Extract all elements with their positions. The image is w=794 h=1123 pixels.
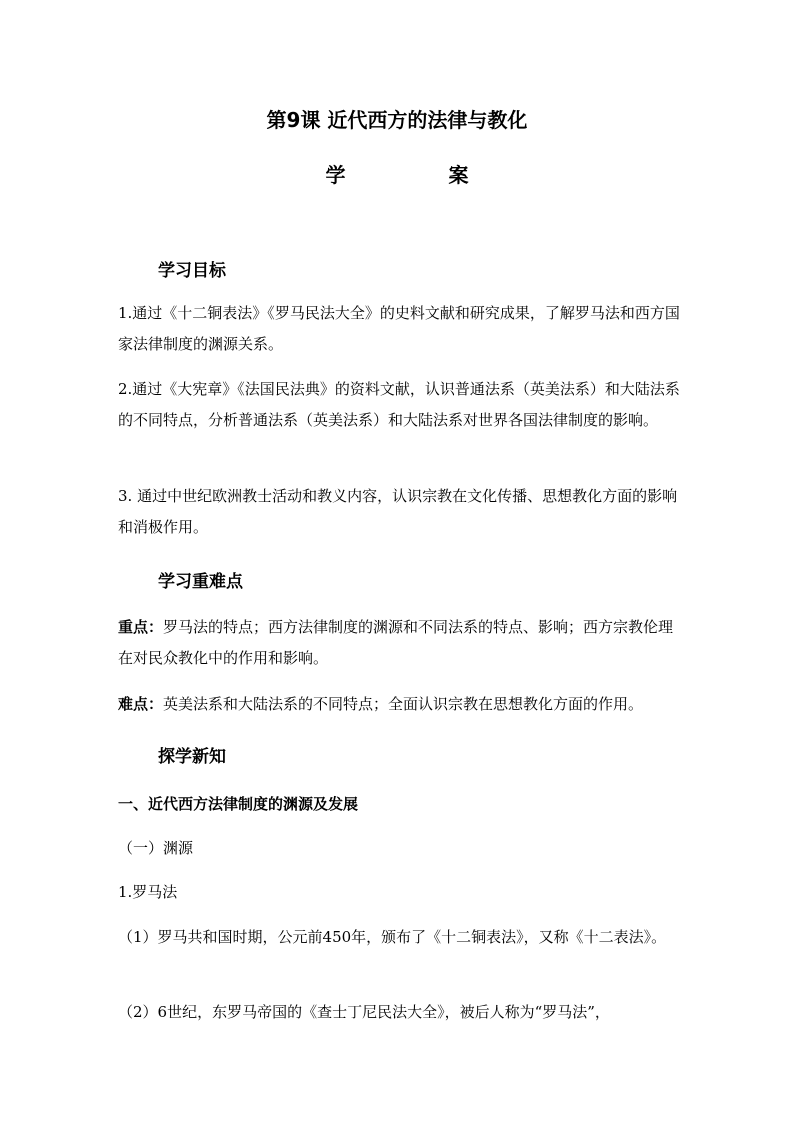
subsection-heading-1: （一）渊源: [118, 839, 194, 857]
difficulty-paragraph: [118, 689, 683, 720]
section-heading-1: 一、近代西方法律制度的渊源及发展: [118, 795, 359, 813]
goal-item-3: 3. 通过中世纪欧洲教士活动和教义内容，认识宗教在文化传播、思想教化方面的影响和消极作用。: [118, 487, 678, 536]
difficulty-text: 英美法系和大陆法系的不同特点；全面认识宗教在思想教化方面的作用。: [163, 695, 644, 713]
difficulty-label: 难点：: [118, 695, 164, 713]
focus-paragraph: [118, 612, 683, 674]
item-heading-roman-law: 1.罗马法: [118, 883, 178, 901]
lesson-subtitle: 学 案: [325, 163, 517, 187]
roman-law-point-2: （2）6世纪，东罗马帝国的《查士丁尼民法大全》，被后人称为“罗马法”，: [118, 1003, 610, 1021]
goal-item-2: 2.通过《大宪章》《法国民法典》的资料文献，认识普通法系（英美法系）和大陆法系的不同特点，分析普通法系（英美法系）和大陆法系对世界各国法律制度的影响。: [118, 380, 680, 429]
lesson-title: 第9课 近代西方的法律与教化: [266, 108, 528, 132]
goals-heading: 学习目标: [158, 261, 226, 281]
key-points-heading: 学习重难点: [158, 572, 243, 592]
roman-law-point-1: （1）罗马共和国时期，公元前450年，颁布了《十二铜表法》，又称《十二表法》。: [118, 928, 667, 946]
goal-item-1: 1.通过《十二铜表法》《罗马民法大全》的史料文献和研究成果，了解罗马法和西方国家法律制度的渊源关系。: [118, 304, 680, 353]
focus-text: 罗马法的特点；西方法律制度的渊源和不同法系的特点、影响；西方宗教伦理在对民众教化中的作用和影响。: [118, 618, 674, 667]
explore-heading: 探学新知: [158, 747, 226, 767]
focus-label: 重点：: [118, 618, 164, 636]
